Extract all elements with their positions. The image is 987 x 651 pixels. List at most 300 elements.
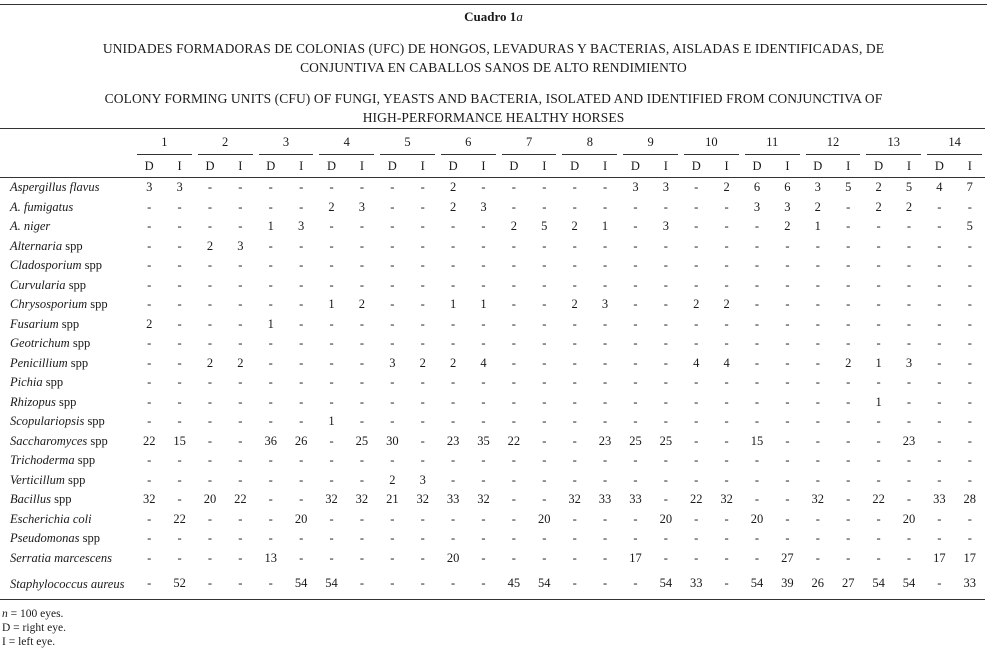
cfu-value: 22 — [872, 492, 885, 507]
cfu-value: - — [876, 433, 881, 448]
cfu-value: - — [438, 568, 468, 600]
organism-suffix: spp — [87, 297, 108, 312]
cfu-value: - — [268, 297, 273, 312]
organism-genus: Alternaria — [10, 238, 63, 253]
cfu-value: - — [846, 414, 851, 429]
cfu-value: - — [937, 511, 942, 526]
cfu-value: - — [846, 550, 851, 565]
table-row — [0, 432, 985, 452]
cfu-value: 2 — [510, 219, 517, 234]
cfu-value: 27 — [833, 568, 863, 600]
cfu-value: 1 — [267, 316, 274, 331]
cfu-value: - — [177, 258, 182, 273]
left-eye-header: I — [408, 155, 438, 178]
cfu-value: - — [633, 258, 638, 273]
cfu-value: - — [542, 336, 547, 351]
group-label: 3 — [282, 134, 290, 149]
right-eye-header: D — [620, 155, 650, 178]
cfu-value: - — [602, 180, 608, 195]
organism-name — [0, 373, 134, 393]
cfu-value: - — [694, 453, 699, 468]
group-label: 13 — [887, 134, 901, 149]
cfu-value: 20 — [750, 511, 764, 526]
cfu-value: - — [329, 180, 334, 195]
cfu-value: - — [906, 219, 912, 234]
cfu-value: - — [238, 336, 243, 351]
cfu-value: - — [329, 472, 334, 487]
cfu-value: - — [299, 550, 304, 565]
cfu-value: 3 — [480, 199, 487, 214]
cfu-value: - — [268, 180, 273, 195]
cfu-value: - — [815, 355, 820, 370]
table-row — [0, 295, 985, 315]
cfu-value: - — [147, 199, 152, 214]
cfu-value: - — [511, 414, 516, 429]
cfu-value: - — [420, 258, 425, 273]
cfu-value: - — [815, 472, 820, 487]
heading-spanish: UNIDADES FORMADORAS DE COLONIAS (UFC) DE HONGOS, LEVADURAS Y BACTERIAS, AISLADAS E IDENTIFICADAS, DE CONJUNTIVA EN CABALLOS SANOS DE ALTO RENDIMIENTO — [102, 41, 885, 75]
group-underline — [380, 154, 435, 155]
cfu-value: - — [177, 453, 182, 468]
cfu-value: - — [694, 336, 699, 351]
left-eye-header: I — [772, 155, 802, 178]
cfu-value: - — [329, 375, 334, 390]
cfu-value: - — [815, 550, 820, 565]
group-header — [256, 129, 317, 156]
cfu-value: - — [420, 180, 425, 195]
cfu-value: - — [846, 277, 851, 292]
note-sample-size: n = 100 eyes. — [2, 608, 64, 620]
cfu-value: - — [542, 394, 547, 409]
cfu-value: 2 — [419, 355, 426, 370]
cfu-value: - — [906, 531, 912, 546]
cfu-value: 21 — [386, 492, 399, 507]
cfu-value: 25 — [355, 433, 369, 448]
organism-name — [0, 217, 134, 237]
cfu-value: - — [815, 277, 820, 292]
cfu-value: 54 — [286, 568, 316, 600]
cfu-value: - — [359, 180, 365, 195]
cfu-value: - — [785, 394, 790, 409]
cfu-value: - — [359, 375, 365, 390]
cfu-value: - — [390, 199, 395, 214]
left-eye-header: I — [711, 155, 741, 178]
cfu-value: - — [481, 511, 486, 526]
cfu-value: - — [511, 297, 516, 312]
cfu-value: - — [481, 277, 486, 292]
cfu-value: 3 — [662, 180, 669, 195]
table-notes — [2, 607, 66, 649]
cfu-value: - — [602, 258, 608, 273]
cfu-value: - — [390, 336, 395, 351]
cfu-value: 32 — [325, 492, 338, 507]
cfu-value: 27 — [781, 550, 794, 565]
cfu-value: - — [967, 238, 972, 253]
group-label: 12 — [826, 134, 840, 149]
right-eye-header: D — [195, 155, 225, 178]
right-eye-header: D — [316, 155, 346, 178]
group-underline — [562, 154, 617, 155]
cfu-value: - — [451, 511, 456, 526]
cfu-value: - — [754, 472, 760, 487]
cfu-value: - — [542, 531, 547, 546]
group-label: 11 — [766, 134, 779, 149]
cfu-value: - — [937, 375, 942, 390]
cfu-value: - — [876, 414, 881, 429]
left-eye-header: I — [590, 155, 620, 178]
cfu-value: - — [572, 316, 577, 331]
left-eye-header: I — [225, 155, 255, 178]
cfu-value: 4 — [936, 180, 943, 195]
cfu-value: - — [876, 277, 881, 292]
cfu-value: - — [602, 414, 608, 429]
cfu-value: - — [663, 258, 668, 273]
cfu-value: - — [207, 511, 213, 526]
cfu-value: - — [846, 394, 851, 409]
cfu-value: - — [359, 531, 365, 546]
group-header — [620, 129, 681, 156]
cfu-value: - — [420, 414, 425, 429]
cfu-value: 2 — [875, 199, 882, 214]
cfu-value: - — [876, 550, 881, 565]
cfu-value: 3 — [905, 355, 913, 370]
cfu-value: - — [511, 394, 516, 409]
cfu-value: - — [299, 492, 304, 507]
cfu-value: - — [724, 511, 729, 526]
cfu-value: - — [694, 375, 699, 390]
cfu-value: - — [511, 531, 516, 546]
cfu-value: 20 — [659, 511, 673, 526]
cfu-value: 1 — [480, 297, 487, 312]
organism-genus: Penicillium — [10, 355, 68, 370]
organism-suffix: spp — [67, 355, 89, 370]
cfu-value: 28 — [963, 492, 977, 507]
cfu-value: 1 — [601, 219, 609, 234]
cfu-value: - — [542, 180, 547, 195]
cfu-value: - — [724, 219, 729, 234]
cfu-value: - — [785, 511, 790, 526]
group-underline — [623, 154, 678, 155]
cfu-value: - — [663, 355, 668, 370]
cfu-value: - — [390, 180, 395, 195]
cfu-value: - — [329, 355, 334, 370]
cfu-value: - — [876, 453, 881, 468]
cfu-value: - — [420, 550, 425, 565]
cfu-value: - — [238, 472, 243, 487]
organism-suffix: spp — [84, 414, 105, 429]
cfu-value: - — [967, 336, 972, 351]
cfu-value: - — [268, 414, 273, 429]
cfu-value: - — [481, 219, 486, 234]
cfu-value: - — [329, 394, 334, 409]
cfu-value: - — [846, 238, 851, 253]
cfu-value: - — [633, 199, 638, 214]
group-header — [803, 129, 864, 156]
cfu-value: - — [511, 258, 516, 273]
cfu-value: - — [754, 453, 760, 468]
cfu-value: - — [694, 199, 699, 214]
cfu-value: 22 — [142, 433, 156, 448]
cfu-value: - — [207, 219, 213, 234]
cfu-value: - — [785, 375, 790, 390]
right-eye-header: D — [803, 155, 833, 178]
cfu-value: - — [147, 550, 152, 565]
cfu-value: 3 — [358, 199, 366, 214]
cfu-value: - — [268, 492, 273, 507]
cfu-value: - — [451, 472, 456, 487]
cfu-value: - — [572, 433, 577, 448]
cfu-value: - — [390, 375, 395, 390]
cfu-value: - — [633, 414, 638, 429]
cfu-value: - — [177, 414, 182, 429]
cfu-value: - — [724, 433, 729, 448]
cfu-value: - — [238, 453, 243, 468]
organism-name — [0, 549, 134, 569]
cfu-value: - — [359, 277, 365, 292]
cfu-value: - — [876, 316, 881, 331]
cfu-value: - — [694, 219, 699, 234]
cfu-value: - — [390, 277, 395, 292]
group-underline — [502, 154, 557, 155]
cfu-value: - — [238, 394, 243, 409]
cfu-value: - — [359, 453, 365, 468]
cfu-value: - — [663, 394, 668, 409]
cfu-value: - — [967, 394, 972, 409]
right-eye-header: D — [681, 155, 711, 178]
cfu-value: - — [511, 336, 516, 351]
cfu-value: - — [238, 277, 243, 292]
cfu-value: - — [177, 219, 182, 234]
cfu-value: - — [937, 336, 942, 351]
cfu-value: - — [906, 472, 912, 487]
cfu-value: - — [147, 355, 152, 370]
cfu-value: - — [724, 550, 729, 565]
cfu-value: - — [238, 550, 243, 565]
group-header — [195, 129, 256, 156]
organism-name — [0, 490, 134, 510]
organism-name — [0, 510, 134, 530]
cfu-value: - — [238, 219, 243, 234]
cfu-value: - — [924, 568, 954, 600]
cfu-value: - — [481, 531, 486, 546]
cfu-value: - — [207, 316, 213, 331]
cfu-value: - — [390, 414, 395, 429]
cfu-value: - — [633, 336, 638, 351]
cfu-value: - — [967, 355, 972, 370]
cfu-value: - — [724, 414, 729, 429]
cfu-value: - — [451, 258, 456, 273]
organism-name — [0, 276, 134, 296]
cfu-value: - — [299, 277, 304, 292]
cfu-value: - — [846, 258, 851, 273]
cfu-value: - — [542, 414, 547, 429]
cfu-value: - — [694, 277, 699, 292]
table-row — [0, 276, 985, 296]
cfu-value: - — [359, 336, 365, 351]
cfu-value: - — [542, 258, 547, 273]
cfu-value: - — [754, 492, 760, 507]
cfu-value: - — [846, 511, 851, 526]
cfu-value: - — [572, 550, 577, 565]
cfu-value: - — [754, 531, 760, 546]
cfu-value: - — [815, 394, 820, 409]
group-underline — [198, 154, 253, 155]
cfu-value: - — [602, 375, 608, 390]
cfu-value: - — [633, 355, 638, 370]
cfu-value: - — [724, 199, 729, 214]
table-row — [0, 549, 985, 569]
cfu-value: - — [177, 238, 182, 253]
cfu-value: - — [268, 531, 273, 546]
organism-name — [0, 471, 134, 491]
cfu-value: - — [846, 492, 851, 507]
cfu-value: - — [420, 453, 425, 468]
cfu-value: - — [590, 568, 620, 600]
cfu-value: 33 — [629, 492, 642, 507]
cfu-value: - — [846, 199, 851, 214]
cfu-value: - — [663, 277, 668, 292]
cfu-value: 22 — [173, 511, 186, 526]
cfu-value: - — [906, 492, 912, 507]
cfu-value: - — [481, 394, 486, 409]
cfu-value: - — [937, 433, 942, 448]
right-eye-header: D — [499, 155, 529, 178]
cfu-value: - — [359, 219, 365, 234]
cfu-value: 35 — [477, 433, 490, 448]
organism-name — [0, 334, 134, 354]
table-row — [0, 198, 985, 218]
organism-name — [0, 295, 134, 315]
group-label: 7 — [525, 134, 533, 149]
cfu-value: 13 — [264, 550, 277, 565]
cfu-value: 2 — [449, 180, 457, 195]
cfu-value: - — [268, 472, 273, 487]
cfu-value: - — [147, 394, 152, 409]
cfu-value: - — [602, 394, 608, 409]
cfu-value: - — [207, 277, 213, 292]
group-underline — [137, 154, 192, 155]
cfu-value: - — [481, 238, 486, 253]
cfu-value: - — [511, 238, 516, 253]
cfu-value: - — [481, 336, 486, 351]
cfu-value: 20 — [203, 492, 217, 507]
cfu-value: - — [207, 531, 213, 546]
organism-genus: Serratia marcescens — [10, 550, 112, 565]
cfu-value: - — [299, 355, 304, 370]
cfu-value: 20 — [446, 550, 460, 565]
cfu-value: 20 — [902, 511, 916, 526]
cfu-value: - — [359, 414, 365, 429]
group-header — [924, 129, 985, 156]
organism-suffix: spp — [65, 277, 87, 292]
organism-name — [0, 412, 134, 432]
cfu-value: - — [785, 297, 790, 312]
cfu-table — [0, 128, 985, 600]
cfu-value: - — [602, 531, 608, 546]
cfu-value: - — [468, 568, 498, 600]
cfu-value: - — [937, 238, 942, 253]
cfu-value: - — [937, 531, 942, 546]
cfu-value: 2 — [328, 199, 335, 214]
cfu-value: - — [420, 433, 425, 448]
cfu-value: - — [329, 258, 334, 273]
cfu-value: - — [937, 394, 942, 409]
cfu-value: 32 — [416, 492, 429, 507]
cfu-value: - — [511, 277, 516, 292]
cfu-value: - — [967, 258, 972, 273]
cfu-value: - — [602, 336, 608, 351]
group-header — [681, 129, 742, 156]
right-eye-header: D — [134, 155, 164, 178]
note-right-eye: D = right eye. — [2, 622, 66, 634]
cfu-value: 54 — [742, 568, 772, 600]
cfu-value: - — [359, 394, 365, 409]
left-eye-header: I — [833, 155, 863, 178]
group-underline — [806, 154, 861, 155]
cfu-value: - — [147, 453, 152, 468]
organism-genus: Pichia — [10, 375, 43, 390]
cfu-value: - — [329, 531, 334, 546]
cfu-value: - — [177, 355, 182, 370]
cfu-value: - — [542, 433, 547, 448]
cfu-value: - — [815, 297, 820, 312]
cfu-value: - — [511, 199, 516, 214]
cfu-value: - — [906, 258, 912, 273]
cfu-value: - — [511, 453, 516, 468]
cfu-value: - — [147, 472, 152, 487]
cfu-value: 3 — [662, 219, 669, 234]
cfu-value: - — [602, 550, 608, 565]
cfu-value: - — [390, 316, 395, 331]
eye-header-row — [0, 155, 985, 178]
cfu-value: 3 — [298, 219, 305, 234]
cfu-value: - — [754, 355, 760, 370]
cfu-value: - — [815, 258, 820, 273]
table-row — [0, 256, 985, 276]
cfu-value: - — [785, 472, 790, 487]
cfu-value: - — [754, 258, 760, 273]
cfu-value: - — [937, 355, 942, 370]
cfu-value: 26 — [294, 433, 308, 448]
cfu-value: - — [572, 472, 577, 487]
cfu-value: - — [481, 472, 486, 487]
cfu-value: 6 — [784, 180, 791, 195]
cfu-value: 25 — [629, 433, 642, 448]
cfu-value: - — [663, 472, 668, 487]
cfu-value: - — [633, 531, 638, 546]
cfu-value: - — [238, 531, 243, 546]
cfu-value: - — [451, 394, 456, 409]
cfu-value: - — [390, 297, 395, 312]
cfu-value: - — [420, 238, 425, 253]
cfu-value: 33 — [933, 492, 946, 507]
left-eye-header: I — [894, 155, 924, 178]
cfu-value: 15 — [173, 433, 186, 448]
cfu-value: 17 — [963, 550, 977, 565]
table-row — [0, 334, 985, 354]
cfu-value: - — [390, 258, 395, 273]
cfu-value: 3 — [784, 199, 791, 214]
group-label: 6 — [465, 134, 472, 149]
cfu-value: - — [268, 336, 273, 351]
cfu-value: - — [511, 316, 516, 331]
cfu-value: - — [937, 453, 942, 468]
cfu-value: - — [694, 316, 699, 331]
cfu-value: - — [147, 238, 152, 253]
cfu-value: - — [663, 492, 668, 507]
cfu-value: - — [572, 394, 577, 409]
organism-genus: Rhizopus — [10, 394, 56, 409]
